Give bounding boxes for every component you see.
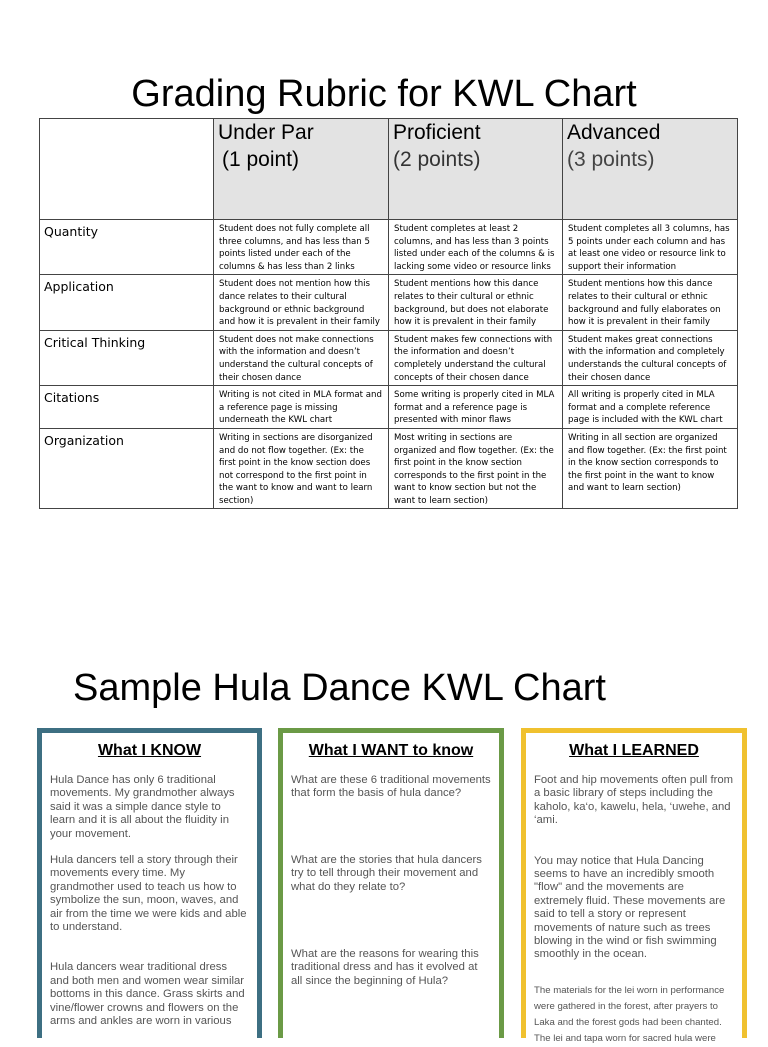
rubric-row-citations	[40, 386, 738, 429]
criterion-label: Organization	[40, 428, 214, 509]
descriptor-under-par: Student does not fully complete all three columns, and has less than 5 points listed under each of the columns & has less than 2 links	[214, 220, 389, 275]
column-paragraph: What are the stories that hula dancers try to tell through their movement and what do they relate to?	[291, 853, 482, 893]
criterion-label: Citations	[40, 386, 214, 429]
descriptor-proficient: Student makes few connections with the information and doesn’t completely understand the cultural concepts of their chosen dance	[389, 330, 563, 385]
column-paragraph: Hula dancers wear traditional dress and both men and women wear similar bottoms in this dance. Grass skirts and vine/flower crowns and flowers on the arms and ankles are worn in various	[50, 961, 245, 1028]
descriptor-proficient: Student completes at least 2 columns, and has less than 3 points listed under each of the columns & is lacking some video or resource links	[389, 220, 563, 275]
descriptor-under-par: Student does not make connections with the information and doesn’t understand the cultural concepts of their chosen dance	[214, 330, 389, 385]
column-paragraph: What are these 6 traditional movements that form the basis of hula dance?	[291, 774, 491, 800]
sample-chart-title: Sample Hula Dance KWL Chart	[73, 667, 606, 709]
column-heading: What I LEARNED	[569, 742, 699, 759]
descriptor-advanced: Student makes great connections with the information and completely understands the cultural concepts of their chosen dance	[563, 330, 738, 385]
descriptor-proficient: Some writing is properly cited in MLA format and a reference page is presented with minor flaws	[389, 386, 563, 429]
level-name: Advanced	[567, 121, 661, 144]
kwl-column-want	[278, 728, 504, 1038]
column-paragraph: You may notice that Hula Dancing seems to have an incredibly smooth "flow" and the movements are extremely fluid. These movements are said to tell a story or represent movements of nature such as trees blowing in the wind or fish swimming smoothly in the ocean.	[534, 854, 726, 961]
rubric-row-critical-thinking	[40, 330, 738, 385]
column-heading: What I KNOW	[97, 742, 202, 759]
descriptor-advanced: Student completes all 3 columns, has 5 points under each column and has at least one video or resource link to support their information	[563, 220, 738, 275]
column-paragraph: The materials for the lei worn in performance were gathered in the forest, after prayers to Laka and the forest gods had been chanted. The lei and tapa worn for sacred hula were	[534, 984, 725, 1044]
column-paragraph: Foot and hip movements often pull from a basic library of steps including the kaholo, ka‘o, kawelu, hela, ‘uwehe, and ‘ami.	[534, 774, 734, 827]
column-paragraph: Hula dancers tell a story through their movements every time. My grandmother used to teach us how to symbolize the sun, moon, waves, and air from the time we were kids and able to understand.	[50, 854, 247, 934]
criterion-label: Critical Thinking	[40, 330, 214, 385]
rubric-corner-cell	[40, 119, 214, 220]
level-name: Proficient	[393, 121, 481, 144]
descriptor-under-par: Writing is not cited in MLA format and a reference page is missing underneath the KWL chart	[214, 386, 389, 429]
kwl-column-learned	[521, 728, 747, 1044]
rubric-row-quantity	[40, 220, 738, 275]
level-points: (1 point)	[222, 148, 300, 171]
descriptor-under-par: Student does not mention how this dance relates to their cultural background or ethnic background and how it is prevalent in their family	[214, 275, 389, 330]
level-header-under-par	[214, 119, 389, 220]
rubric-row-application	[40, 275, 738, 330]
descriptor-proficient: Most writing in sections are organized and flow together. (Ex: the first point in the know section corresponds to the first point in the want to know section but not the want to learn section)	[389, 428, 563, 509]
column-paragraph: What are the reasons for wearing this traditional dress and has it evolved at all since the beginning of Hula?	[291, 948, 479, 987]
criterion-label: Application	[40, 275, 214, 330]
level-points: (3 points)	[567, 148, 655, 171]
level-name: Under Par	[218, 121, 314, 144]
column-heading: What I WANT to know	[308, 742, 474, 759]
level-points: (2 points)	[393, 148, 481, 171]
level-header-advanced	[563, 119, 738, 220]
criterion-label: Quantity	[40, 220, 214, 275]
rubric-row-organization	[40, 428, 738, 509]
rubric-title: Grading Rubric for KWL Chart	[131, 73, 637, 115]
kwl-column-know	[37, 728, 262, 1038]
column-paragraph: Hula Dance has only 6 traditional movements. My grandmother always said it was a simple dance style to learn and it is all about the fluidity in your movement.	[50, 774, 235, 840]
descriptor-proficient: Student mentions how this dance relates to their cultural or ethnic background, but does not elaborate how it is prevalent in their family	[389, 275, 563, 330]
descriptor-under-par: Writing in sections are disorganized and do not flow together. (Ex: the first point in the know section does not correspond to the first point in the want to know and want to learn section)	[214, 428, 389, 509]
descriptor-advanced: Student mentions how this dance relates to their cultural or ethnic background and fully elaborates on how it is prevalent in their family	[563, 275, 738, 330]
descriptor-advanced: All writing is properly cited in MLA format and a complete reference page is included with the KWL chart	[563, 386, 738, 429]
descriptor-advanced: Writing in all section are organized and flow together. (Ex: the first point in the know section corresponds to the first point in the want to know and want to learn section)	[563, 428, 738, 509]
rubric-header-row	[40, 119, 738, 220]
level-header-proficient	[389, 119, 563, 220]
rubric-table	[39, 118, 738, 509]
